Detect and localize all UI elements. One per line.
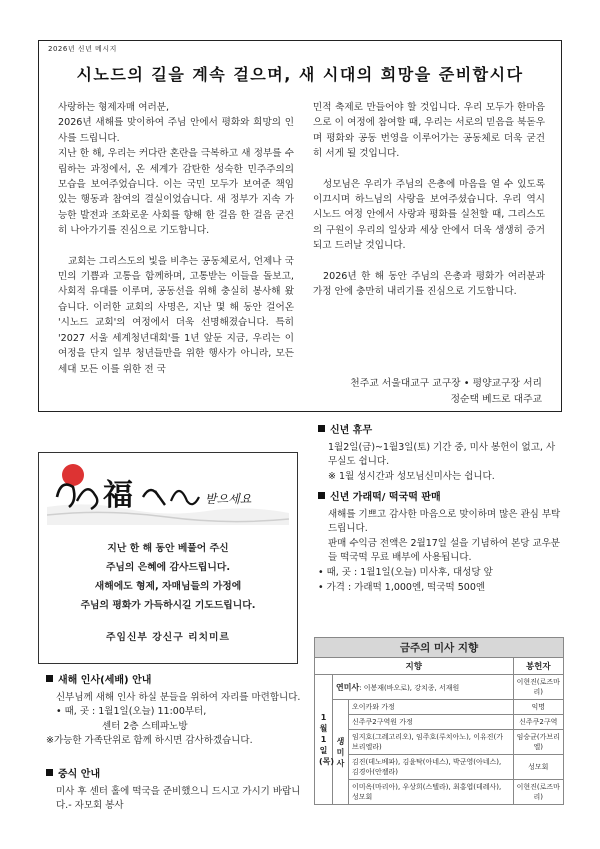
table-row: 신주쿠2구역원 가정 [349, 715, 514, 730]
section-note: ※ 1월 성시간과 성모님신미사는 쉽니다. [328, 470, 495, 482]
svg-text:福: 福 [103, 478, 133, 513]
holiday-section [318, 424, 562, 484]
offerer-cell: 임승균(가브리엘) [513, 730, 563, 755]
section-body: 판매 수익금 전액은 2월17일 설을 기념하여 본당 교우분들 떡국떡 무료 배부에 사용됩니다. [328, 537, 560, 564]
card-signature: 주임신부 강신구 리치미르 [106, 632, 230, 643]
meal-section [46, 768, 304, 814]
column-header-offerer: 봉헌자 [513, 658, 563, 675]
new-year-card [38, 452, 298, 664]
message-tag: 2026년 신년 메시지 [48, 45, 117, 53]
card-line: 주님의 평화가 가득하시길 기도드립니다. [80, 600, 256, 611]
card-line: 주님의 은혜에 감사드립니다. [105, 562, 231, 573]
square-bullet-icon [46, 675, 53, 682]
section-title: 새해 인사(세배) 안내 [58, 675, 152, 686]
section-body: 새해를 기쁘고 감사한 마음으로 맞이하며 많은 관심 부탁드립니다. [328, 508, 561, 535]
square-bullet-icon [318, 425, 325, 432]
greeting-art [47, 461, 289, 525]
message-column-left [58, 100, 294, 392]
card-message [39, 539, 297, 615]
table-row: 임지호(그레고리오), 임주호(루치아노), 이유진(가브리엘라) [349, 730, 514, 755]
table-row: 이미옥(마리아), 우상희(스텔라), 최홍엽(데레사), 성모회 [349, 780, 514, 805]
table-row: 오이카와 가정 [349, 700, 514, 715]
offerer-cell: 이현진(로즈마리) [513, 780, 563, 805]
section-title: 중식 안내 [58, 769, 101, 780]
section-heading [46, 674, 304, 689]
signature-title: 천주교 서울대교구 교구장 • 평양교구장 서리 [350, 378, 542, 389]
section-heading [46, 768, 304, 783]
svg-text:받으세요: 받으세요 [205, 492, 252, 506]
group-cell: 생미사 [333, 700, 349, 805]
table-row: 김진(데노베파), 김윤탁(아네스), 박군영(아네스), 김경아(안젤라) [349, 755, 514, 780]
greeting-section [46, 674, 304, 749]
section-heading [318, 491, 562, 506]
section-time: • 때, 곳 : 1월1일(오늘) 미사후, 대성당 앞 [318, 566, 493, 578]
section-note: ※가능한 가족단위로 함께 하시면 감사하겠습니다. [46, 735, 253, 747]
section-title: 신년 휴무 [330, 425, 373, 436]
square-bullet-icon [46, 769, 53, 776]
message-paragraph: 성모님은 우리가 주님의 은총에 마음을 열 수 있도록 이끄시며 하느님의 사랑을 보여주셨습니다. 우리 역시 시노드 여정 안에서 사랑과 평화를 실천할 때, 그리스도의 구원이 우리의 일상과 세상 안에서 더욱 생생히 증거되고 드러날 것입니다. [313, 178, 545, 252]
mass-intention-table [314, 637, 564, 805]
date-cell: 1월1일(목) [315, 675, 333, 805]
table-row: 연미사: 이봉재(바오로), 강치종, 서재원 [333, 675, 514, 700]
table-title: 금주의 미사 지향 [315, 638, 564, 658]
message-paragraph: 2026년 한 해 동안 주님의 은총과 평화가 여러분과 가정 안에 충만히 내리기를 진심으로 기도합니다. [313, 270, 545, 298]
signature-name: 정순택 베드로 대주교 [450, 394, 542, 405]
section-time: • 때, 곳 : 1월1일(오늘) 11:00부터, [56, 706, 207, 718]
section-title: 신년 가래떡/ 떡국떡 판매 [330, 492, 441, 503]
square-bullet-icon [318, 492, 325, 499]
offerer-cell: 성모회 [513, 755, 563, 780]
section-price: • 가격 : 가래떡 1,000엔, 떡국떡 500엔 [318, 581, 486, 593]
card-line: 새해에도 형제, 자매님들의 가정에 [94, 581, 242, 592]
card-line: 지난 한 해 동안 베풀어 주신 [107, 543, 229, 554]
message-column-right [313, 100, 545, 314]
message-paragraph: 민적 축제로 만들어야 할 것입니다. 우리 모두가 한마음으로 이 여정에 참여할 때, 우리는 서로의 믿음을 북돋우며 평화와 공동 번영을 이루어가는 공동체로 더욱 굳건히 서게 될 것입니다. [313, 102, 545, 160]
section-body: 신부님께 새해 인사 하실 분들을 위하여 자리를 마련합니다. [56, 691, 301, 703]
section-body: 미사 후 센터 홀에 떡국을 준비했으니 드시고 가시기 바랍니다.- 자모회 봉사 [56, 785, 301, 812]
column-header-intent: 지향 [315, 658, 514, 675]
message-paragraph: 사랑하는 형제자매 여러분, 2026년 새해를 맞이하여 주님 안에서 평화와 희망의 인사를 드립니다. 지난 한 해, 우리는 커다란 혼란을 극복하고 새 정부를 수립하는 과정에서, 온 세계가 감탄한 성숙한 민주주의의 모습을 보여주었습니다. 이는 국민 모두가 보여준 책임 있는 행동과 참여의 결실이었습니다. 새 정부가 지속 가능한 발전과 조화로운 사회를 향해 한 걸음 한 걸음 굳건히 나아가기를 진심으로 기도합니다. [58, 102, 294, 237]
section-body: 1월2일(금)~1월3일(토) 기간 중, 미사 봉헌이 없고, 사무실도 쉽니다. [328, 441, 556, 468]
page-title: 시노드의 길을 계속 걸으며, 새 시대의 희망을 준비합시다 [76, 65, 524, 84]
section-place: 센터 2층 스테파노방 [102, 720, 188, 732]
section-heading [318, 424, 562, 439]
offerer-cell: 익명 [513, 700, 563, 715]
greeting-art-graphic [47, 461, 289, 525]
message-paragraph: 교회는 그리스도의 빛을 비추는 공동체로서, 언제나 국민의 기쁨과 고통을 함께하며, 고통받는 이들을 돌보고, 사회적 유대를 이루며, 공동선을 위해 충실히 봉사해 왔습니다. 이러한 교회의 사명은, 지난 몇 해 동안 걸어온 '시노드 교회'의 여정에서 더욱 선명해졌습니다. 특히 '2027 서울 세계청년대회'를 1년 앞둔 지금, 우리는 이 여정을 단지 일부 청년들만을 위한 행사가 아니라, 모든 세대 모든 이를 위한 전 국 [58, 255, 294, 375]
offerer-cell: 이현진(로즈마리) [513, 675, 563, 700]
offerer-cell: 신주쿠2구역 [513, 715, 563, 730]
signature [350, 376, 542, 408]
rice-cake-section [318, 491, 562, 595]
